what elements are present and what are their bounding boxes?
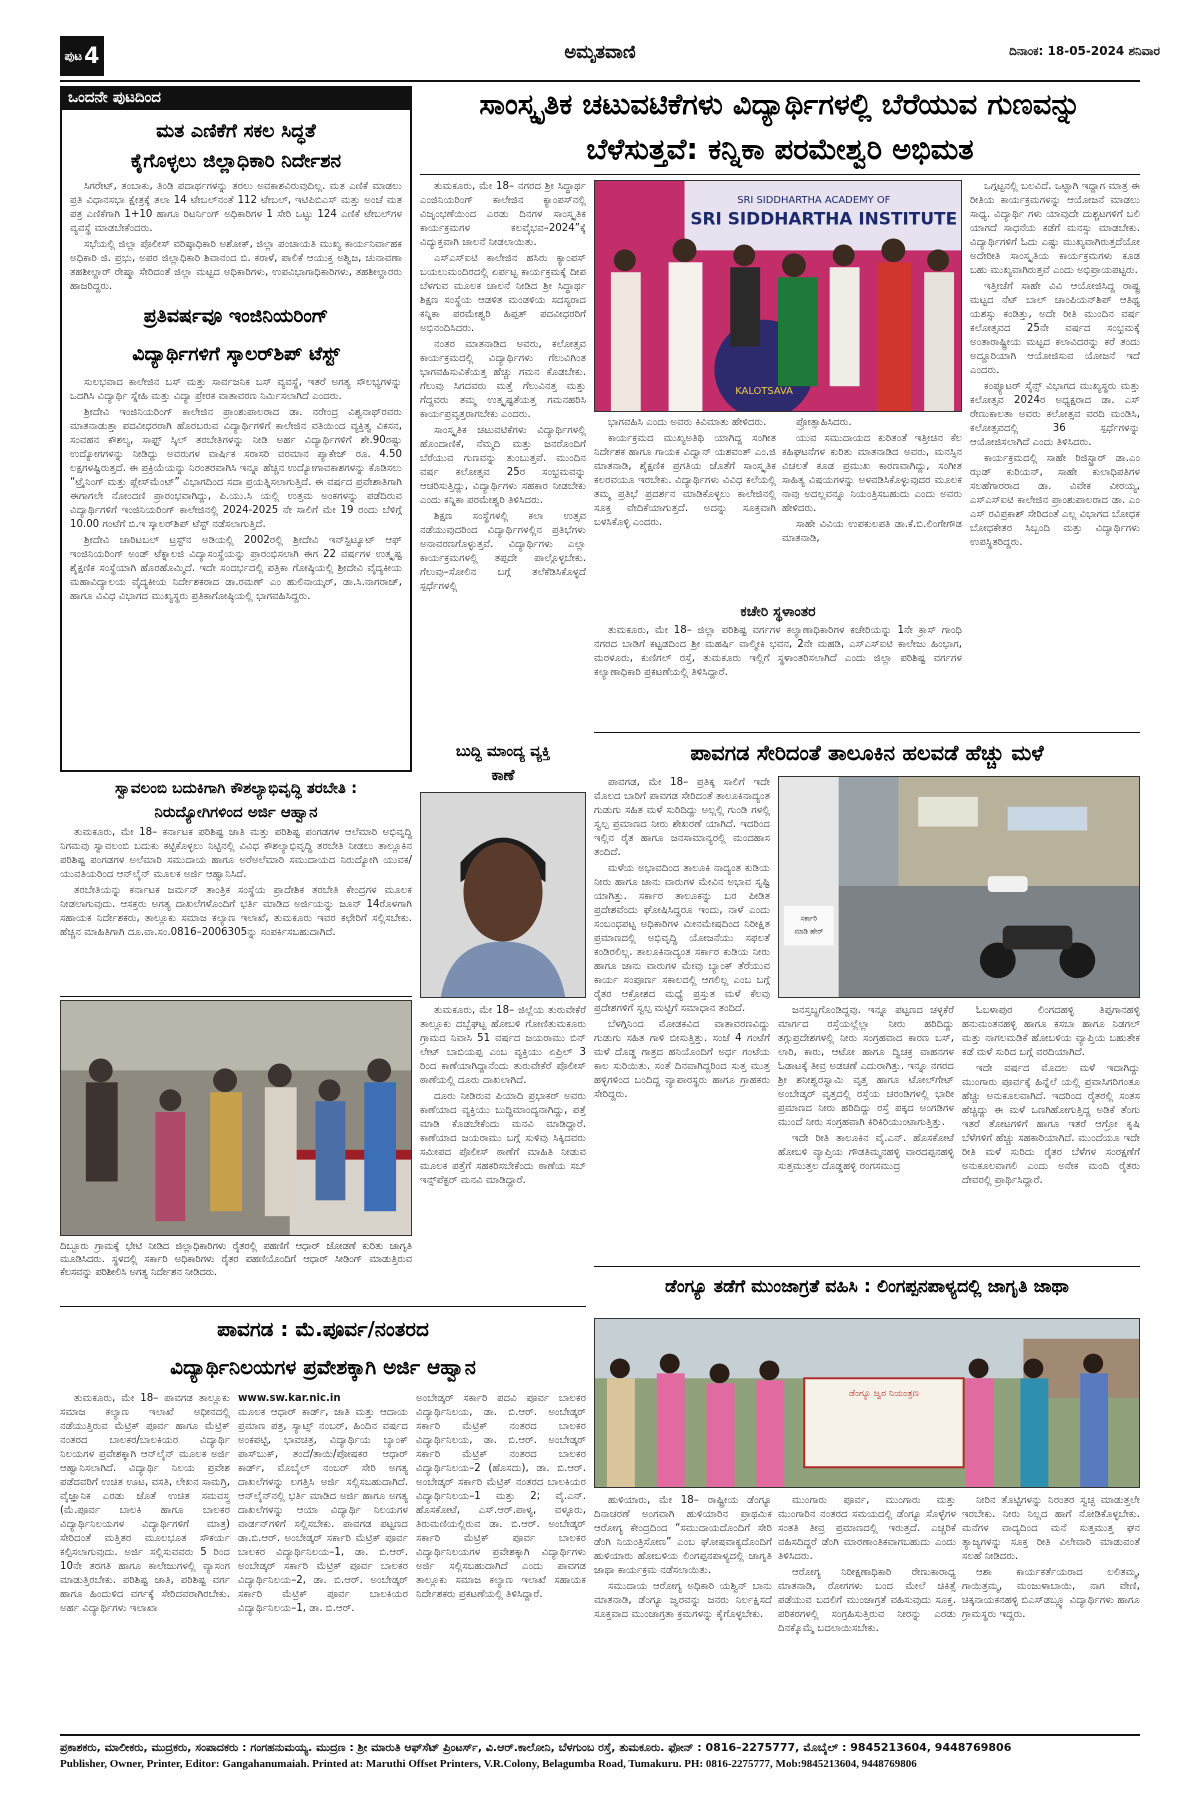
dengue-story-col3 [962, 1494, 1140, 1728]
missing-person-photo [420, 792, 586, 998]
rain-para-2: ಮಳೆಯ ಅಭಾವದಿಂದ ತಾಲೂಕಿ ನಾದ್ಯಂತ ಕುಡಿಯ ನೀರು ಹಾಗೂ ಜಾನು ವಾರುಗಳ ಮೇವಿನ ಅಭಾವ ಸೃಷ್ಟಿ ಯಾಗಿತ್ತು. ಸರ್ಕಾರ ತಾಲೂಕನ್ನು ಬರ ಪೀಡಿತ ಪ್ರದೇಶವೆಂದು ಘೋಷಿಸಿದ್ದರೂ ಇಂದು, ನಾಳೆ ಎಂದು ಸಂಬಂಧಪಟ್ಟ ಅಧಿಕಾರಿಗಳ ಮೀನಮೇಷದಿಂದ ನಿರೀಕ್ಷಿತ ಪ್ರಮಾಣದಲ್ಲಿ ಅಭಿವೃದ್ಧಿ ಯೋಜನೆಯು ಸಫಲತೆ ಕಂಡಿರಲಿಲ್ಲ. ತಾಲೂಕಿನಾದ್ಯಂತ ಸರ್ಕಾರ ಕುಡಿಯ ನೀರು ಹಾಗೂ ಜಾನು ವಾರುಗಳ ಮೇವು ಬ್ಯಾಂಕ್ ತೆರೆಯುವ ಕಾರ್ಯ ಸಂಪೂರ್ಣ ಸಕಾಲದಲ್ಲಿ ಆಗಲಿಲ್ಲ ಎಂಬ ಬಗ್ಗೆ ರೈತರ ಆಕ್ರೋಶದ ಮಧ್ಯೆ ಪ್ರಸ್ತುತ ಮಳೆ ಕೆಲವು ಪ್ರದೇಶಗಳಿಗೆ ಸ್ವಲ್ಪ ಮಟ್ಟಿಗೆ ಸಮಾಧಾನ ತಂದಿದೆ. [594, 863, 770, 1014]
hostel-story-col1: ತುಮಕೂರು, ಮೇ 18– ಪಾವಗಡ ತಾಲ್ಲೂಕು ಸಮಾಜ ಕಲ್ಯಾಣ ಇಲಾಖೆ ಅಧೀನದಲ್ಲಿ ನಡೆಯುತ್ತಿರುವ ಮೆಟ್ರಿಕ್ ಪೂರ್ವ ಹಾಗೂ ಮೆಟ್ರಿಕ್ ನಂತರದ ಬಾಲಕರ/ಬಾಲಕಿಯರ ವಿದ್ಯಾರ್ಥಿ ನಿಲಯಗಳ ಪ್ರವೇಶಕ್ಕಾಗಿ ಆನ್‌ಲೈನ್ ಮೂಲಕ ಅರ್ಜಿ ಆಹ್ವಾನಿಸಲಾಗಿದೆ. ವಿದ್ಯಾರ್ಥಿ ನಿಲಯ ಪ್ರವೇಶ ಪಡೆದವರಿಗೆ ಉಚಿತ ಊಟ, ವಸತಿ, ಲೇಖನ ಸಾಮಗ್ರಿ, ವೈಜ್ಞಾನಿಕ ಎರಡು ಜೊತೆ ಉಚಿತ ಸಮವಸ್ತ್ರ (ಮೆ.ಪೂರ್ವ ಬಾಲಕಿ ಹಾಗೂ ಬಾಲಕರ ವಿದ್ಯಾರ್ಥಿನಿಲಯಗಳ ವಿದ್ಯಾರ್ಥಿಗಳಿಗೆ ಮಾತ್ರ) ಸೇರಿದಂತೆ ಮತ್ತಿತರ ಮೂಲಭೂತ ಸೌಕರ್ಯ ಕಲ್ಪಿಸಲಾಗುವುದು. ಅರ್ಜಿ ಸಲ್ಲಿಸುವವರು 5 ರಿಂದ 10ನೇ ತರಗತಿ ಹಾಗೂ ಕಾಲೇಜುಗಳಲ್ಲಿ ವ್ಯಾಸಂಗ ಮಾಡುತ್ತಿರಬೇಕು. ಪರಿಶಿಷ್ಟ ಜಾತಿ, ಪರಿಶಿಷ್ಟ ವರ್ಗ ಹಾಗೂ ಹಿಂದುಳಿದ ವರ್ಗಕ್ಕೆ ಸೇರಿದವರಾಗಿರಬೇಕು. ಅರ್ಹ ವಿದ್ಯಾರ್ಥಿಗಳು ಇಲಾಖಾ [60, 1393, 230, 1614]
rain-col2-para-1: ಜನಸ್ತಬ್ಧಗೊಂಡಿದ್ದವು. ಇನ್ನೂ ಪಟ್ಟಣದ ಚಳ್ಳಕೆರೆ ಮಾರ್ಗದ ರಸ್ತೆಯಲ್ಲೆಲ್ಲಾ ನೀರು ಹರಿದಿದ್ದು ತಗ್ಗುಪ್ರದೇಶಗಳಲ್ಲಿ ನೀರು ಸಂಗ್ರಹವಾದ ಕಾರಣ ಬಸ್, ಲಾರಿ, ಕಾರು, ಆಟೋ ಹಾಗೂ ದ್ವಿಚಕ್ರ ವಾಹನಗಳ ಓಡಾಟಕ್ಕೆ ತೀವ್ರ ಅಡಚಣೆ ಎದುರಾಗಿತ್ತು. ಇನ್ನೂ ನಗರದ ಶ್ರೀ ಶನೀಶ್ವರಸ್ವಾಮಿ ವೃತ್ತ ಹಾಗೂ ಟೋಲ್‌ಗೇಟ್ ಅಂಬೇಡ್ಕರ್ ವೃತ್ತದಲ್ಲಿ ರಸ್ತೆಯ ಚರಂಡಿಗಳಲ್ಲಿ ಭಾರೀ ಪ್ರಮಾಣದ ನೀರು ಹರಿದಿದ್ದು ರಸ್ತೆ ಪಕ್ಕದ ಅಂಗಡಿಗಳ ಮುಂದೆ ನೀರು ಸಂಗ್ರಹವಾಗಿ ಕಿರಿಕಿರಿಯುಂಟಾಗುತ್ತಿತ್ತು. [778, 1005, 954, 1128]
dengue-para-1: ಹುಳಿಯಾರು, ಮೇ 18– ರಾಷ್ಟ್ರೀಯ ಡೆಂಗ್ಯೂ ದಿನಾಚರಣೆ ಅಂಗವಾಗಿ ಹುಳಿಯಾರಿನ ಪ್ರಾಥಮಿಕ ಆರೋಗ್ಯ ಕೇಂದ್ರದಿಂದ “ಸಮುದಾಯದೊಂದಿಗೆ ಸೇರಿ ಡೆಂಗಿ ನಿಯಂತ್ರಿಸೋಣ” ಎಂಬ ಘೋಷವಾಕ್ಯದೊಂದಿಗೆ ಹುಳಿಯಾರು ಹೋಬಳಿಯ ಲಿಂಗಪ್ಪನಪಾಳ್ಯದಲ್ಲಿ ಜಾಗೃತಿ ಜಾಥಾ ಕಾರ್ಯಕ್ರಮ ನಡೆಸಲಾಯಿತು. [594, 1495, 772, 1576]
dengue-para-2: ಸಮುದಾಯ ಆರೋಗ್ಯ ಅಧಿಕಾರಿ ಯಶ್ವಿನ್ ಬಾನು ಮಾತನಾಡಿ, ಡೆಂಗ್ಯೂ ಜ್ವರವನ್ನು ಜನರು ನಿರ್ಲಕ್ಷಿಸದೆ ಸೂಕ್ತವಾದ ಮುಂಜಾಗ್ರತಾ ಕ್ರಮಗಳನ್ನು ಕೈಗೊಳ್ಳಬೇಕು. [594, 1581, 772, 1620]
culture-side-para-1: ಪ್ರೋತ್ಸಾಹಿಸಿದರು. [796, 417, 852, 428]
culture-para-3: ನಂತರ ಮಾತನಾಡಿದ ಅವರು, ಕಲೋತ್ಸವ ಕಾರ್ಯಕ್ರಮದಲ್ಲಿ ವಿದ್ಯಾರ್ಥಿಗಳು ಗೆಲುವಿಗಿಂತ ಭಾಗವಹಿಸುವಿಕೆಯತ್ತ ಹೆಚ್ಚು ಗಮನ ಕೊಡಬೇಕು. ಗೆಲುವು ಸಿಗದವರು ಮತ್ತೆ ಗೆಲುವಿನತ್ತ ಮತ್ತು ಗೆದ್ದವರು ತಮ್ಮ ಉತ್ಕೃಷ್ಟತೆಯತ್ತ ಗಮನಹರಿಸಿ ಕಾರ್ಯಪ್ರವೃತ್ತರಾಗಬೇಕು ಎಂದರು. [420, 339, 586, 420]
rain-col2-para-2: ಇದೇ ರೀತಿ ತಾಲೂಕಿನ ವೈ.ಎನ್. ಹೊಸಕೋಟೆ ಹೋಬಳಿ ವ್ಯಾಪ್ತಿಯ ಗೌಡತಿಮ್ಮನಹಳ್ಳಿ ವಾರದಪ್ಪನಹಳ್ಳಿ ಸುತ್ತಮುತ್ತಲ ದೊಡ್ಡಹಳ್ಳಿ ರಂಗಸಮುದ್ರ [778, 1133, 954, 1172]
culture-col3-para-1: ಒಗ್ಗಟ್ಟನಲ್ಲಿ ಬಲವಿದೆ. ಒಟ್ಟಾಗಿ ಇದ್ದಾಗ ಮಾತ್ರ ಈ ರೀತಿಯ ಕಾರ್ಯಕ್ರಮಗಳನ್ನು ಆಯೋಜನೆ ಮಾಡಲು ಸಾಧ್ಯ. ವಿದ್ಯಾರ್ಥಿ ಗಳು ಯಾವುದೇ ದುಶ್ಚಟಗಳಿಗೆ ಬಲಿ ಯಾಗದೆ ಸಾಧನೆಯ ಕಡೆಗೆ ಮನಸ್ಸು ಮಾಡಬೇಕು. ವಿದ್ಯಾರ್ಥಿಗಳಿಗೆ ಓದು ಎಷ್ಟು ಮುಖ್ಯವಾಗಿರುತ್ತದೆಯೋ ಅದೇರೀತಿ ಸಾಂಸ್ಕೃತಿಯ ಕಾರ್ಯಕ್ರಮಗಳು ಕೂಡ ಬಹು ಮುಖ್ಯವಾಗಿರುತ್ತವೆ ಎಂದು ಅಭಿಪ್ರಾಯಪಟ್ಟರು. [970, 181, 1140, 276]
scholarship-headline-2: ವಿದ್ಯಾರ್ಥಿಗಳಿಗೆ ಸ್ಕಾಲರ್‌ಶಿಪ್ ಟೆಸ್ಟ್ [132, 343, 340, 365]
stage-banner-line-1: SRI SIDDHARTHA ACADEMY OF [737, 194, 891, 206]
hostel-story-col3: ಅಂಬೇಡ್ಕರ್ ಸರ್ಕಾರಿ ಪದವಿ ಪೂರ್ವ ಬಾಲಕರ ವಿದ್ಯಾರ್ಥಿನಿಲಯ, ಡಾ. ಬಿ.ಆರ್. ಅಂಬೇಡ್ಕರ್ ಸರ್ಕಾರಿ ಮೆಟ್ರಿಕ್ ನಂತರದ ಬಾಲಕರ ವಿದ್ಯಾರ್ಥಿನಿಲಯ, ಡಾ. ಬಿ.ಆರ್. ಅಂಬೇಡ್ಕರ್ ಸರ್ಕಾರಿ ಮೆಟ್ರಿಕ್ ನಂತರದ ಬಾಲಕರ ವಿದ್ಯಾರ್ಥಿನಿಲಯ–2 (ಹೊಸದು), ಡಾ. ಬಿ.ಆರ್. ಅಂಬೇಡ್ಕರ್ ಸರ್ಕಾರಿ ಮೆಟ್ರಿಕ್ ನಂತರದ ಬಾಲಕಿಯರ ವಿದ್ಯಾರ್ಥಿನಿಲಯ–1 ಮತ್ತು 2; ವೈ.ಎನ್. ಹೊಸಕೋಟೆ, ಎಸ್.ಆರ್.ಪಾಳ್ಯ, ವಳ್ಳೂರು, ತಿರುಮಣಿಯಲ್ಲಿರುವ ಡಾ. ಬಿ.ಆರ್. ಅಂಬೇಡ್ಕರ್ ಸರ್ಕಾರಿ ಮೆಟ್ರಿಕ್ ಪೂರ್ವ ಬಾಲಕರ ವಿದ್ಯಾರ್ಥಿನಿಲಯಗಳ ಪ್ರವೇಶಕ್ಕಾಗಿ ವಿದ್ಯಾರ್ಥಿಗಳು ಅರ್ಜಿ ಸಲ್ಲಿಸಬಹುದಾಗಿದೆ ಎಂದು ಪಾವಗಡ ತಾಲ್ಲೂಕು ಸಮಾಜ ಕಲ್ಯಾಣ ಇಲಾಖೆ ಸಹಾಯಕ ನಿರ್ದೇಶಕರು ಪ್ರಕಟಣೆಯಲ್ಲಿ ತಿಳಿಸಿದ್ದಾರೆ. [416, 1393, 586, 1600]
page-number-badge [60, 36, 104, 76]
rain-col3-para-1: ಓಬಳಾಪುರ ಲಿಂಗದಹಳ್ಳಿ ತಿಪ್ಪಗಾನಹಳ್ಳಿ ಹನುಮಂತನಹಳ್ಳಿ ಹಾಗೂ ಕಸಬಾ ಹಾಗೂ ನಿಡಗಲ್ ಮತ್ತು ನಾಗಲಮಡಿಕೆ ಹೋಬಳಿಯ ವ್ಯಾಪ್ತಿಯ ಬಹುತೇಕ ಕಡೆ ಮಳೆ ಸುರಿದ ಬಗ್ಗೆ ವರದಿಯಾಗಿದೆ. [962, 1005, 1140, 1058]
skill-para-1: ತುಮಕೂರು, ಮೇ 18– ಕರ್ನಾಟಕ ಪರಿಶಿಷ್ಟ ಜಾತಿ ಮತ್ತು ಪರಿಶಿಷ್ಟ ಪಂಗಡಗಳ ಆಲೆಮಾರಿ ಅಭಿವೃದ್ಧಿ ನಿಗಮವು ಸ್ವಾವಲಂಬಿ ಬದುಕು ಕಟ್ಟಿಕೊಳ್ಳಲು ನಿಟ್ಟಿನಲ್ಲಿ ವಿವಿಧ ಕೌಶಲ್ಯಾಭಿವೃದ್ಧಿ ತರಬೇತಿ ನೀಡಲು ತಾಲ್ಲೂಕಿನ ಪರಿಶಿಷ್ಟ ಪಂಗಡಗಳ ಅಲೆಮಾರಿ ಸಮುದಾಯ ಹಾಗೂ ಅರೆಅಲೆಮಾರಿ ಸಮುದಾಯದ ನಿರುದ್ಯೋಗಿ ಯುವಕ/ಯುವತಿಯರಿಂದ ಆನ್‌ಲೈನ್ ಮೂಲಕ ಅರ್ಜಿ ಆಹ್ವಾನಿಸಿದೆ. [60, 827, 412, 880]
culture-para-1: ತುಮಕೂರು, ಮೇ 18– ನಗರದ ಶ್ರೀ ಸಿದ್ಧಾರ್ಥ ಎಂಜಿನಿಯರಿಂಗ್ ಕಾಲೇಜಿನ ಕ್ಯಾಂಪಸ್‌ನಲ್ಲಿ ವಿಜೃಂಭಣೆಯಿಂದ ಎರಡು ದಿನಗಳ ಸಾಂಸ್ಕೃತಿಕ ಕಾರ್ಯಕ್ರಮಗಳ ಕಲವೈಭವ–2024”ಕ್ಕೆ ವಿದ್ಯುಕ್ತವಾಗಿ ಚಾಲನೆ ನೀಡಲಾಯಿತು. [420, 181, 586, 248]
dengue-col3-para-1: ನೀರಿನ ತೊಟ್ಟಿಗಳನ್ನು ನಿರಂತರ ಸ್ವಚ್ಛ ಮಾಡುತ್ತಲೇ ಇರಬೇಕು. ನೀರು ನಿಲ್ಲದ ಹಾಗೆ ನೋಡಿಕೊಳ್ಳಬೇಕು. ಮನೆಗಳ ವಾದ್ಯದಿಂದ ಮನೆ ಸುತ್ತಮುತ್ತ ಘನ ತ್ಯಾಜ್ಯಗಳನ್ನು ಸೂಕ್ತ ರೀತಿ ವಿಲೇವಾರಿ ಮಾಡುವಂತೆ ಸಲಹೆ ನೀಡಿದರು. [962, 1495, 1140, 1562]
office-shift-body: ತುಮಕೂರು, ಮೇ 18– ಜಿಲ್ಲಾ ಪರಿಶಿಷ್ಟ ವರ್ಗಗಳ ಕಲ್ಯಾಣಾಧಿಕಾರಿಗಳ ಕಚೇರಿಯನ್ನು 1ನೇ ಕ್ರಾಸ್ ಗಾಂಧಿ ನಗರದ ಬಾಡಿಗೆ ಕಟ್ಟಡದಿಂದ ಶ್ರೀ ಮಹರ್ಷಿ ವಾಲ್ಮೀಕಿ ಭವನ, 2ನೇ ಮಹಡಿ, ಎಸ್‌ಎಸ್‌ಐಟಿ ಕಾಲೇಜು ಹಿಂಭಾಗ, ಮರಳೂರು, ಕುಣಿಗಲ್ ರಸ್ತೆ, ತುಮಕೂರು ಇಲ್ಲಿಗೆ ಸ್ಥಳಾಂತರಿಸಲಾಗಿದೆ ಎಂದು ಜಿಲ್ಲಾ ಪರಿಶಿಷ್ಟ ವರ್ಗಗಳ ಕಲ್ಯಾಣಾಧಿಕಾರಿ ಪ್ರಕಟಣೆಯಲ್ಲಿ ತಿಳಿಸಿದ್ದಾರೆ. [594, 625, 962, 678]
rain-story-col1 [594, 776, 770, 1262]
missing-story-body [420, 1004, 586, 1300]
shop-sign-line-1: ಸರ್ಕಾರಿ [800, 914, 818, 923]
office-shift-crosshead: ಕಚೇರಿ ಸ್ಥಳಾಂತರ [740, 604, 816, 620]
rain-story-col2 [778, 1004, 954, 1262]
missing-headline-1: ಬುದ್ಧಿ ಮಾಂದ್ಯ ವ್ಯಕ್ತಿ [455, 742, 551, 760]
imprint-footer [60, 1740, 1140, 1772]
imprint-kannada: ಪ್ರಕಾಶಕರು, ಮಾಲೀಕರು, ಮುದ್ರಕರು, ಸಂಪಾದಕರು : ಗಂಗಹನುಮಯ್ಯ. ಮುದ್ರಣ : ಶ್ರೀ ಮಾರುತಿ ಆಫ್‌ಸೆಟ್ ಪ್ರಿಂಟರ್ಸ್, ವಿ.ಆರ್.ಕಾಲೋನಿ, ಬೆಳಗುಂಬ ರಸ್ತೆ, ತುಮಕೂರು. ಫೋನ್ : 0816–2275777, ಮೊಬೈಲ್ : 9845213604, 9448769806 [60, 1741, 1012, 1754]
rain-col3-para-2: ಇದೇ ವರ್ಷದ ಮೊದಲ ಮಳೆ ಇದಾಗಿದ್ದು ಮುಂಗಾರು ಪೂರ್ವಕ್ಕೆ ಹಿನ್ನೆಲೆ ಯಲ್ಲಿ ಪ್ರವಾಸಿಗರಿಗಂತೂ ಹೆಚ್ಚು ಅನುಕೂಲವಾಗಿದೆ. ಇದರಿಂದ ರೈತರಲ್ಲಿ ಸಂತಸ ಹೆಚ್ಚಿದ್ದು ಈ ಮಳೆ ಒಣಗಿಹೋಗುತ್ತಿದ್ದ ಅಡಿಕೆ ತೆಂಗು ಇತರೆ ತೋಟಗಳಿಗೆ ಹಾಗೂ ಇತರೆ ಆಗ್ರೋ ಕೃಷಿ ಬೆಳೆಗಳಿಗೆ ಹೆಚ್ಚು ಸಹಕಾರಿಯಾಗಿದೆ. ಮುಂದೆಯೂ ಇದೇ ರೀತಿ ಮಳೆ ಸುರಿದು ರೈತರ ಬೆಳೆಗಳ ಸಂರಕ್ಷಣೆಗೆ ಅನುಕೂಲವಾಗಲಿ ಎಂದು ಅನೇಕ ಮಂದಿ ರೈತರು ದೇವರಲ್ಲಿ ಪ್ರಾರ್ಥಿಸಿದ್ದಾರೆ. [962, 1063, 1140, 1186]
culture-headline: ಸಾಂಸ್ಕೃತಿಕ ಚಟುವಟಿಕೆಗಳು ವಿದ್ಯಾರ್ಥಿಗಳಲ್ಲಿ ಬೆರೆಯುವ ಗುಣವನ್ನು ಬೆಳೆಸುತ್ತವೆ: ಕನ್ನಿಕಾ ಪರಮೇಶ್ವರಿ ಅಭಿಮತ [479, 87, 1081, 166]
hostel-top-divider [60, 1306, 586, 1307]
skill-story-body [60, 826, 412, 992]
rain-para-1: ಪಾವಗಡ, ಮೇ 18– ಪ್ರತಿಕ್ಕ ಸಾಲಿಗೆ ಇದೇ ಮೊಲದ ಬಾರಿಗೆ ಪಾವಗಡ ಸೇರಿದಂತೆ ತಾಲೂಕಿನಾದ್ಯಂತ ಗುಡುಗು ಸಹಿತ ಮಳೆ ಸುರಿದಿದ್ದು ಅಲ್ಲಲ್ಲಿ ಗುಂಡಿ ಗಳಲ್ಲಿ ಸ್ವಲ್ಪ ಪ್ರಮಾಣದ ನೀರು ಶೇಖರಣೆ ಯಾಗಿದೆ. ಇದರಿಂದ ಇಲ್ಲಿನ ರೈತ ಹಾಗೂ ಜನಸಾಮಾನ್ಯರಲ್ಲಿ ಮಂದಹಾಸ ತಂದಿದೆ. [594, 777, 770, 858]
dengue-story-col2 [778, 1494, 956, 1728]
scholarship-para-3: ಶ್ರೀದೇವಿ ಚಾರಿಟಬಲ್ ಟ್ರಸ್ಟ್‌ನ ಅಡಿಯಲ್ಲಿ 2002ರಲ್ಲಿ ಶ್ರೀದೇವಿ ಇನ್‌ಸ್ಟಿಟ್ಯೂಟ್ ಆಫ್ ಇಂಜಿನಿಯರಿಂಗ್ ಅಂಡ್ ಟೆಕ್ನಾಲಜಿ ವಿದ್ಯಾಸಂಸ್ಥೆಯನ್ನು ಪ್ರಾರಂಭಿಸಲಾಗಿ ಈಗ 22 ವರ್ಷಗಳ ಉತ್ಕೃಷ್ಟ ಶೈಕ್ಷಣಿಕ ಸಂಸ್ಥೆಯಾಗಿ ಹೊರಹೊಮ್ಮಿದೆ. ಇದೇ ಸಂದರ್ಭದಲ್ಲಿ ಪತ್ರಿಕಾ ಗೋಷ್ಠಿಯಲ್ಲಿ ಶ್ರೀದೇವಿ ವೈದ್ಯಕೀಯ ಮಹಾವಿದ್ಯಾಲಯ ವೈದ್ಯಕೀಯ ನಿರ್ದೇಶಕರಾದ ಡಾ.ರಮಣ್ ಎಂ ಹುಲಿನಾಯ್ಕರ್, ಡಾ.ಸಿ.ನಾಗರಾಜ್, ಹಾಗೂ ವಿವಿಧ ವಿಭಾಗದ ಮುಖ್ಯಸ್ಥರು ಪ್ರತಿಕಾಗೋಷ್ಠಿಯಲ್ಲಿ ಭಾಗವಹಿಸಿದ್ದರು. [70, 535, 402, 602]
dc-visit-photo [60, 1000, 412, 1236]
rain-street-photo [778, 776, 1140, 998]
dengue-col2-para-1: ಮುಂಗಾರು ಪೂರ್ವ, ಮುಂಗಾರು ಮತ್ತು ಮುಂಗಾರಿನ ನಂತರದ ಸಮಯದಲ್ಲಿ ಡೆಂಗ್ಯೂ ಸೊಳ್ಳೆಗಳ ಸಂತತಿ ತೀವ್ರ ಪ್ರಮಾಣದಲ್ಲಿ ಇರುತ್ತದೆ. ಎಚ್ಚರಿಕೆ ವಹಿಸದಿದ್ದರೆ ಡೆಂಗಿ ಮಾರಣಾಂತಿಕವಾಗಬಹುದು ಎಂದು ತಿಳಿಸಿದರು. [778, 1495, 956, 1562]
culture-side-para-2: ಯುವ ಸಮುದಾಯದ ಕುರಿತಂತೆ ಇತ್ತೀಚಿನ ಕೆಲ ಕಹಿಘಟನೆಗಳ ಕುರಿತು ಮಾತನಾಡಿದ ಅವರು, ಮನಸ್ಸಿನ ವಿಚಲತೆ ಕೂಡ ಪ್ರಮುಖ ಕಾರಣವಾಗಿದ್ದು, ಸಂಗೀತ ಸಾಹಿತ್ಯ ವಿಷಯಗಳನ್ನು ಅಳವಡಿಸಿಕೊಳ್ಳುವುದರ ಮೂಲಕ ನಾವು ಅದಲ್ಲವನ್ನೂ ನಿಯಂತ್ರಿಸಬಹುದು ಎಂದು ಅವರು ಹೇಳಿದರು. [782, 433, 962, 514]
counting-headline-1: ಮತ ಎಣಿಕೆಗೆ ಸಕಲ ಸಿದ್ಧತೆ [156, 120, 316, 142]
left-section-divider [60, 996, 412, 997]
kalotsava-stage-photo [594, 180, 962, 412]
culture-para-4: ಸಾಂಸ್ಕೃತಿಕ ಚಟುವಟಿಕೆಗಳು ವಿದ್ಯಾರ್ಥಿಗಳಲ್ಲಿ ಹೊಂದಾಣಿಕೆ, ನೆಮ್ಮದಿ ಮತ್ತು ಜನರೊಂದಿಗೆ ಬೆರೆಯುವ ಗುಣವನ್ನು ತುಂಬುತ್ತವೆ. ಮುಂದಿನ ವರ್ಷ ಕಲೋತ್ಸವ 25ರ ಸಂಭ್ರಮವನ್ನು ಆಚರಿಸುತ್ತಿದ್ದು, ವಿದ್ಯಾರ್ಥಿಗಳು ಸಹಕಾರ ನೀಡಬೇಕು ಎಂದು ಕನ್ನಿಕಾ ಪರಮೇಶ್ವರಿ ತಿಳಿಸಿದರು. [420, 425, 586, 506]
culture-col3-para-3: ಕಂಪ್ಯೂಟರ್ ಸೈನ್ಸ್ ವಿಭಾಗದ ಮುಖ್ಯಸ್ಥರು ಮತ್ತು ಕಲೋತ್ಸವ 2024ರ ಅಧ್ಯಕ್ಷರಾದ ಡಾ. ಎಸ್ ರೇಣುಕಾಲತಾ ಅವರು ಕಲೋತ್ಸವ ವರದಿ ಮಂಡಿಸಿ, ಕಲೋತ್ಸವದಲ್ಲಿ 36 ಸ್ಪರ್ಧೆಗಳನ್ನು ಆಯೋಜಿಸಲಾಗಿದೆ ಎಂದು ತಿಳಿಸಿದರು. [970, 381, 1140, 448]
hostel-website-link[interactable]: www.sw.kar.nic.in [238, 1393, 341, 1404]
skill-para-2: ತರಬೇತಿಯನ್ನು ಕರ್ನಾಟಕ ಜರ್ಮನ್ ತಾಂತ್ರಿಕ ಸಂಸ್ಥೆಯ ಪ್ರಾದೇಶಿಕ ತರಬೇತಿ ಕೇಂದ್ರಗಳ ಮೂಲಕ ನೀಡಲಾಗುವುದು. ಆಸಕ್ತರು ಅಗತ್ಯ ದಾಖಲೆಗಳೊಂದಿಗೆ ಭರ್ತಿ ಮಾಡಿದ ಅರ್ಜಿಯನ್ನು ಜೂನ್ 14ರೊಳಗಾಗಿ ಸಹಾಯಕ ನಿರ್ದೇಶಕರು, ತಾಲ್ಲೂಕು ಸಮಾಜ ಕಲ್ಯಾಣ ಇಲಾಖೆ, ತುಮಕೂರು ಇವರ ಕಛೇರಿಗೆ ಸಲ್ಲಿಸಬೇಕು. ಹೆಚ್ಚಿನ ಮಾಹಿತಿಗಾಗಿ ದೂ.ವಾ.ಸಂ.0816–2006305ನ್ನು ಸಂಪರ್ಕಿಸಬಹುದಾಗಿದೆ. [60, 885, 412, 938]
stage-banner-line-2: SRI SIDDHARTHA INSTITUTE [690, 208, 958, 229]
rain-top-divider [594, 732, 1140, 733]
culture-side-col [782, 416, 962, 596]
skill-headline-2: ನಿರುದ್ಯೋಗಿಗಳಿಂದ ಅರ್ಜಿ ಆಹ್ವಾನ [154, 803, 318, 821]
culture-col3-para-4: ಕಾರ್ಯಕ್ರಮದಲ್ಲಿ ಸಾಹೇ ರಿಜಿಸ್ಟ್ರಾರ್ ಡಾ.ಎಂ ಝಡ್ ಕುರಿಯನ್, ಸಾಹೇ ಕುಲಾಧಿಪತಿಗಳ ಸಲಹೆಗಾರರಾದ ಡಾ. ವಿವೇಕ ವೀರಯ್ಯ, ಎಸ್‌ಎಸ್‌ಐಟಿ ಕಾಲೇಜಿನ ಪ್ರಾಂಶುಪಾಲರಾದ ಡಾ. ಎಂ ಎಸ್ ರವಿಪ್ರಕಾಶ್ ಸೇರಿದಂತೆ ಎಲ್ಲ ವಿಭಾಗದ ಬೋಧಕ ಬೋಧಕೇತರ ಸಿಬ್ಬಂದಿ ಮತ್ತು ವಿದ್ಯಾರ್ಥಿಗಳು ಉಪಸ್ಥಿತರಿದ್ದರು. [970, 453, 1140, 548]
footer-divider [60, 1734, 1140, 1736]
dengue-col2-para-2: ಆರೋಗ್ಯ ನಿರೀಕ್ಷಣಾಧಿಕಾರಿ ರೇಣುಕಾರಾಧ್ಯ ಮಾತನಾಡಿ, ರೋಗಗಳು ಬಂದ ಮೇಲೆ ಚಿಕಿತ್ಸೆ ಪಡೆಯುವ ಬದಲಿಗೆ ಮುಂಜಾಗ್ರತೆ ವಹಿಸುವುದು ಸೂಕ್ತ. ಪರಿಕರಗಳಲ್ಲಿ ಸಂಗ್ರಹಿಸುತ್ತಿರುವ ನೀರನ್ನು ಎರಡು ದಿನಕ್ಕೊಮ್ಮೆ ಬದಲಾಯಿಸಬೇಕು. [778, 1567, 956, 1634]
culture-headline-underline [420, 174, 1140, 175]
missing-para-1: ತುಮಕೂರು, ಮೇ 18– ಜಿಲ್ಲೆಯ ತುರುವೇಕೆರೆ ತಾಲ್ಲೂಕು ದಬ್ಬೆಘಟ್ಟ ಹೋಬಳಿ ಗೋಣಿತುಮಕೂರು ಗ್ರಾಮದ ನಿವಾಸಿ 51 ವರ್ಷದ ಜಯರಾಮು ಬಿನ್ ಲೇಟ್ ಬಾಬಿಯಪ್ಪ ಎಂಬ ವ್ಯಕ್ತಿಯು ಏಪ್ರಿಲ್ 3 ರಿಂದ ಕಾಣೆಯಾಗಿದ್ದಾನೆಂದು ತುರುವೇಕೆರೆ ಪೊಲೀಸ್ ಠಾಣೆಯಲ್ಲಿ ದೂರು ದಾಖಲಾಗಿದೆ. [420, 1005, 586, 1086]
dengue-col3-para-2: ಆಶಾ ಕಾರ್ಯಕರ್ತೆಯರಾದ ಲಲಿತಮ್ಮ, ಗಾಯಿತ್ರಮ್ಮ, ಮಂಜುಳಾಬಾಯಿ, ನಾಗ ವೇಣಿ, ಚಿಕ್ಕನಾಯಕನಹಳ್ಳಿ ಬಿಎಸ್‌ಡಬ್ಲ್ಯೂ ವಿದ್ಯಾರ್ಥಿಗಳು ಹಾಗೂ ಗ್ರಾಮಸ್ಥರು ಇದ್ದರು. [962, 1567, 1140, 1620]
dengue-top-divider [594, 1266, 1140, 1267]
counting-headline-2: ಕೈಗೊಳ್ಳಲು ಜಿಲ್ಲಾಧಿಕಾರಿ ನಿರ್ದೇಶನ [130, 150, 342, 172]
culture-para-5: ಶಿಕ್ಷಣ ಸಂಸ್ಥೆಗಳಲ್ಲಿ ಕಲಾ ಉತ್ಸವ ನಡೆಯುವುದರಿಂದ ವಿದ್ಯಾರ್ಥಿಗಳಲ್ಲಿನ ಪ್ರತಿಭೆಗಳು ಅನಾವರಣಗೊಳ್ಳುತ್ತವೆ. ವಿದ್ಯಾರ್ಥಿಗಳು ಎಲ್ಲಾ ಕಾರ್ಯಕ್ರಮಗಳಲ್ಲಿ ತಪ್ಪದೇ ಪಾಲ್ಗೊಳ್ಳಬೇಕು. ಗೆಲುವು–ಸೋಲಿನ ಬಗ್ಗೆ ತಲೆಕೆಡಿಸಿಕೊಳ್ಳದೆ ಸ್ಪರ್ಧೆಗಳಲ್ಲಿ [420, 511, 586, 592]
culture-para-2: ಎಸ್‌ಎಸ್‌ಐಟಿ ಕಾಲೇಜಿನ ಹಸಿರು ಕ್ಯಾಂಪಸ್ ಬಯಲುಮಂದಿರದಲ್ಲಿ ಏರ್ಪಟ್ಟ ಕಾರ್ಯಕ್ರಮಕ್ಕೆ ದೀಪ ಬೆಳಗುವ ಮೂಲಕ ಚಾಲನೆ ನೀಡಿದ ಶ್ರೀ ಸಿದ್ಧಾರ್ಥ ಶಿಕ್ಷಣ ಸಂಸ್ಥೆಯ ಆಡಳಿತ ಮಂಡಳಿಯ ಸದಸ್ಯರಾದ ಕನ್ನಿಕಾ ಪರಮೇಶ್ವರಿ ಹಿಪ್ಪತ್ ಪದವೀಧರರಿಗೆ ಅಭಿನಂದಿಸಿದರು. [420, 253, 586, 334]
dengue-awareness-photo [594, 1318, 1140, 1488]
culture-side-para-3: ಸಾಹೇ ವಿವಿಯ ಉಪಕುಲಪತಿ ಡಾ.ಕೆ.ಬಿ.ಲಿಂಗೇಗೌಡ ಮಾತನಾಡಿ, [782, 519, 962, 544]
scholarship-headline-1: ಪ್ರತಿವರ್ಷವೂ ಇಂಜಿನಿಯರಿಂಗ್ [143, 305, 329, 327]
culture-col2-para-2: ಕಾರ್ಯಕ್ರಮದ ಮುಖ್ಯಅತಿಥಿ ಯಾಗಿದ್ದ ಸಂಗೀತ ನಿರ್ದೇಶಕ ಹಾಗೂ ಗಾಯಕ ವಿದ್ವಾನ್ ಯಶವಂತ್ ಎಂ.ಜಿ ಮಾತನಾಡಿ, ಶೈಕ್ಷಣಿಕ ಪ್ರಗತಿಯ ಜೊತೆಗೆ ಸಾಂಸ್ಕೃತಿಕ ಕಲರವಯೂ ಇರಬೇಕು. ವಿದ್ಯಾರ್ಥಿಗಳು ವಿವಿಧ ಕಲೆಯಲ್ಲಿ ತಮ್ಮ ಪ್ರತಿಭೆ ಪ್ರದರ್ಶನ ಮಾಡಿಕೊಳ್ಳಲು ಕಾಲೇಜಿನಲ್ಲಿ ಸೂಕ್ತ ವೇದಿಕೆಯಾಗುತ್ತದೆ. ಅದನ್ನು ಸೂಕ್ತವಾಗಿ ಬಳಸಿಕೊಳ್ಳಿ ಎಂದರು. [594, 433, 776, 528]
scholarship-para-1: ಸುಲಭವಾದ ಕಾಲೇಜಿನ ಬಸ್ ಮತ್ತು ಸಾರ್ವಜನಿಕ ಬಸ್ ವ್ಯವಸ್ಥೆ, ಇತರೆ ಅಗತ್ಯ ಸೌಲಭ್ಯಗಳನ್ನು ಒದಗಿಸಿ ವಿದ್ಯಾರ್ಥಿ ಸ್ನೇಹಿ ಮತ್ತು ವಿದ್ಯಾ ಪ್ರೇರಕ ವಾತಾವರಣ ನಿರ್ಮಿಸಲಾಗಿದೆ ಎಂದರು. [70, 377, 402, 402]
skill-headline-1: ಸ್ವಾವಲಂಬಿ ಬದುಕಿಗಾಗಿ ಕೌಶಲ್ಯಾಭಿವೃದ್ಧಿ ತರಬೇತಿ : [114, 779, 358, 797]
hostel-story-col2 [238, 1392, 408, 1728]
imprint-english: Publisher, Owner, Printer, Editor: Gangahanumaiah. Printed at: Maruthi Offset Printers, V.R.Colony, Belagumba Road, Tumakuru. PH: 0816-2275777, Mob:9845213604, 9448769806 [60, 1758, 917, 1770]
culture-story-col3 [970, 180, 1140, 728]
dengue-headline: ಡೆಂಗ್ಯೂ ತಡೆಗೆ ಮುಂಜಾಗ್ರತೆ ವಹಿಸಿ : ಲಿಂಗಪ್ಪನಪಾಳ್ಯದಲ್ಲಿ ಜಾಗೃತಿ ಜಾಥಾ [665, 1277, 1069, 1297]
date-line: ದಿನಾಂಕ: 18-05-2024 ಶನಿವಾರ [1009, 44, 1160, 58]
awareness-banner-text: ಡೆಂಗ್ಯೂ ಜ್ವರ ನಿಯಂತ್ರಣ [848, 1389, 919, 1400]
page-label: ಪುಟ [64, 48, 83, 63]
culture-col2-para-1: ಭಾಗವಹಿಸಿ ಎಂದು ಅವರು ಕಿವಿಮಾತು ಹೇಳಿದರು. [608, 417, 767, 428]
rain-story-col3 [962, 1004, 1140, 1262]
scholarship-para-2: ಶ್ರೀದೇವಿ ಇಂಜಿನಿಯರಿಂಗ್ ಕಾಲೇಜಿನ ಪ್ರಾಂಶುಪಾಲರಾದ ಡಾ. ನರೇಂದ್ರ ವಿಶ್ವನಾಥ್‌ರವರು ಮಾತನಾಡುತ್ತಾ ಪದವೀಧರರಾಗಿ ಹೊರಬರುವ ವಿದ್ಯಾರ್ಥಿಗಳಿಗೆ ಕಾಲೇಜಿನ ವತಿಯಿಂದ ವ್ಯಕ್ತಿತ್ವ ವಿಕಸನ, ಸಂವಹನ ಕೌಶಲ್ಯ, ಸಾಫ್ಟ್ ಸ್ಕಿಲ್ ತರಬೇತಿಗಳನ್ನು ನೀಡಿ ಅರ್ಹ ವಿದ್ಯಾರ್ಥಿಗಳಿಗೆ ಶೇ.90ರಷ್ಟು ಉದ್ಯೋಗಗಳನ್ನು ನೀಡಿದ್ದು ಅವರುಗಳ ವಾರ್ಷಿಕ ಸರಾಸರಿ ವರಮಾನ ಪ್ಯಾಕೇಜ್ ರೂ. 4.50 ಲಕ್ಷಗಳಷ್ಟಿರುತ್ತದೆ. ಈ ಪ್ರಕ್ರಿಯೆಯನ್ನು ನಿರಂತರವಾಗಿಸಿ ಇನ್ನೂ ಹೆಚ್ಚಿನ ಉದ್ಯೋಗಾವಕಾಶಗಳನ್ನು ಕೊಡಿಸಲು “ಟ್ರೈನಿಂಗ್ ಮತ್ತು ಪ್ಲೇಸ್‌ಮೆಂಟ್” ವಿಭಾಗದಿಂದ ಸದಾ ಪ್ರಯತ್ನಿಸಲಾಗುತ್ತಿದೆ. ಈ ವರ್ಷದ ಪ್ರವೇಶಾತಿಗಾಗಿ ಈಗಾಗಲೇ ನೋಂದಣಿ ಪ್ರಾರಂಭವಾಗಿದ್ದು, ಪಿ.ಯು.ಸಿ ಯಲ್ಲಿ ಉತ್ತಮ ಅಂಕಗಳನ್ನು ಪಡೆದಿರುವ ವಿದ್ಯಾರ್ಥಿಗಳಿಗೆ ಇಂಜಿನಿಯರಿಂಗ್ ಕಾಲೇಜಿನಲ್ಲಿ 2024-2025 ನೇ ಸಾಲಿಗೆ ಮೇ 19 ರಂದು ಬೆಳಿಗ್ಗೆ 10.00 ಗಂಟೆಗೆ ಬಿ.ಇ ಸ್ಕಾಲರ್‌ಶಿಪ್ ಟೆಸ್ಟ್ ನಡೆಸಲಾಗುತ್ತಿದೆ. [70, 407, 402, 530]
podium-label: KALOTSAVA [735, 386, 793, 398]
hostel-headline-1: ಪಾವಗಡ : ಮೆ.ಪೂರ್ವ/ನಂತರದ [217, 1317, 429, 1341]
culture-col3-para-2: ಇತ್ತೀಚೆಗೆ ಸಾಹೇ ವಿವಿ ಆಯೋಜಿಸಿದ್ದ ರಾಷ್ಟ್ರ ಮಟ್ಟದ ನೆಟ್ ಬಾಲ್ ಚಾಂಪಿಯನ್‌ಶಿಪ್ ಆತಿಥ್ಯ ಯಶಸ್ಸು ಕಂಡಿತ್ತು, ಅದೇ ರೀತಿ ಮುಂದಿನ ವರ್ಷ ಕಲೋತ್ಸವದ 25ನೇ ವರ್ಷದ ಸಂಭ್ರಮಕ್ಕೆ ಅಂತಾರಾಷ್ಟ್ರೀಯ ಮಟ್ಟದ ಕಲಾವಿದರನ್ನು ಕರೆ ತಂದು ಅದ್ದೂರಿಯಾಗಿ ಆಯೋಜಿಸುವ ಯೋಜನೆ ಇದೆ ಎಂದರು. [970, 281, 1140, 376]
rain-para-3: ಬೆಳಗ್ಗಿನಿಂದ ಮೋಡಕವಿದ ವಾತಾವರಣವಿದ್ದು ಗುಡುಗು ಸಹಿತ ಗಾಳಿ ಬೀಸುತ್ತಿತ್ತು. ಸಂಜೆ 4 ಗಂಟೆಗೆ ಮಳೆ ದೊಡ್ಡ ಗಾತ್ರದ ಹನಿಯೊಂದಿಗೆ ಅರ್ಧ ಗಂಟೆಯ ಕಾಲ ಸುರಿಯಿತು. ಸಂತೆ ದಿನವಾಗಿದ್ದರಿಂದ ಸುತ್ತ ಮುತ್ತ ಹಳ್ಳಿಗಳಿಂದ ಬಂದಿದ್ದ ವ್ಯಾಪಾರಸ್ಥರು ಹಾಗೂ ಗ್ರಾಹಕರು ಸೇರಿದ್ದರು. [594, 1019, 770, 1100]
hostel-col2-text: ಮೂಲಕ ಆಧಾರ್ ಕಾರ್ಡ್, ಜಾತಿ ಮತ್ತು ಆದಾಯ ಪ್ರಮಾಣ ಪತ್ರ, ಸ್ಯಾಟ್ಸ್ ನಂಬರ್, ಹಿಂದಿನ ವರ್ಷದ ಅಂಕಪಟ್ಟಿ, ಭಾವಚಿತ್ರ, ವಿದ್ಯಾರ್ಥಿಯ ಬ್ಯಾಂಕ್ ಪಾಸ್‌ಬುಕ್, ತಂದೆ/ತಾಯಿ/ಪೋಷಕರ ಆಧಾರ್ ಕಾರ್ಡ್, ಮೊಬೈಲ್ ನಂಬರ್ ಸೇರಿ ಅಗತ್ಯ ದಾಖಲೆಗಳನ್ನು ಲಗತ್ತಿಸಿ ಅರ್ಜಿ ಸಲ್ಲಿಸಬಹುದಾಗಿದೆ. ಆನ್‌ಲೈನ್‌ನಲ್ಲಿ ಭರ್ತಿ ಮಾಡಿದ ಅರ್ಜಿ ಹಾಗೂ ಅಗತ್ಯ ದಾಖಲೆಗಳನ್ನು ಆಯಾ ವಿದ್ಯಾರ್ಥಿ ನಿಲಯಗಳ ವಾರ್ಡನ್‌ಗಳಿಗೆ ಸಲ್ಲಿಸಬೇಕು. ಪಾವಗಡ ಪಟ್ಟಣದ ಡಾ.ಬಿ.ಆರ್. ಅಂಬೇಡ್ಕರ್ ಸರ್ಕಾರಿ ಮೆಟ್ರಿಕ್ ಪೂರ್ವ ಬಾಲಕರ ವಿದ್ಯಾರ್ಥಿನಿಲಯ–1, ಡಾ. ಬಿ.ಆರ್. ಅಂಬೇಡ್ಕರ್ ಸರ್ಕಾರಿ ಮೆಟ್ರಿಕ್ ಪೂರ್ವ ಬಾಲಕರ ವಿದ್ಯಾರ್ಥಿನಿಲಯ–2, ಡಾ. ಬಿ.ಆರ್. ಅಂಬೇಡ್ಕರ್ ಸರ್ಕಾರಿ ಮೆಟ್ರಿಕ್ ಪೂರ್ವ ಬಾಲಕಿಯರ ವಿದ್ಯಾರ್ಥಿನಿಲಯ–1, ಡಾ. ಬಿ.ಆರ್. [238, 1407, 408, 1614]
scholarship-story-body [70, 376, 402, 604]
newspaper-name: ಅಮೃತವಾಣಿ [564, 42, 636, 63]
dengue-story-col1 [594, 1494, 772, 1728]
continued-from-front-banner: ಒಂದನೇ ಪುಟದಿಂದ [60, 86, 412, 108]
culture-story-col2 [594, 416, 776, 616]
page-number: 4 [84, 43, 100, 69]
rain-headline: ಪಾವಗಡ ಸೇರಿದಂತೆ ತಾಲೂಕಿನ ಹಲವಡೆ ಹೆಚ್ಚು ಮಳೆ [690, 741, 1044, 765]
counting-para-1: ಸಿಗರೇಟ್, ತಂಬಾಕು, ತಿಂಡಿ ಪದಾರ್ಥಗಳನ್ನು ತರಲು ಅವಕಾಶವಿರುವುದಿಲ್ಲ. ಮತ ಎಣಿಕೆ ಮಾಡಲು ಪ್ರತಿ ವಿಧಾನಸಭಾ ಕ್ಷೇತ್ರಕ್ಕೆ ತಲಾ 14 ಟೇಬಲ್‌ನಂತೆ 112 ಟೇಬಲ್, ಇಟಿಪಿಬಿಎಸ್ ಮತ್ತು ಅಂಚೆ ಮತ ಪತ್ರ ಎಣಿಕೆಗಾಗಿ 1+10 ಹಾಗೂ ರಿಟರ್ನಿಂಗ್ ಅಧಿಕಾರಿಗಳ 1 ಸೇರಿ ಒಟ್ಟು 124 ಎಣಿಕೆ ಟೇಬಲ್‌ಗಳ ವ್ಯವಸ್ಥೆ ಮಾಡಬೇಕೆಂದರು. [70, 181, 402, 234]
hostel-headline-2: ವಿದ್ಯಾರ್ಥಿನಿಲಯಗಳ ಪ್ರವೇಶಕ್ಕಾಗಿ ಅರ್ಜಿ ಆಹ್ವಾನ [170, 1355, 476, 1379]
counting-story-body [70, 180, 402, 294]
counting-para-2: ಸಭೆಯಲ್ಲಿ ಜಿಲ್ಲಾ ಪೊಲೀಸ್ ವರಿಷ್ಠಾಧಿಕಾರಿ ಅಶೋಕ್, ಜಿಲ್ಲಾ ಪಂಚಾಯತಿ ಮುಖ್ಯ ಕಾರ್ಯನಿರ್ವಾಹಕ ಅಧಿಕಾರಿ ಜಿ. ಪ್ರಭು, ಅಪರ ಜಿಲ್ಲಾಧಿಕಾರಿ ಶಿವಾನಂದ ಬಿ. ಕರಾಳೆ, ಪಾಲಿಕೆ ಆಯುಕ್ತ ಅಶ್ವಿಜ, ಚುನಾವಣಾ ತಹಶೀಲ್ದಾರ್ ರೇಷ್ಮಾ ಸೇರಿದಂತೆ ಜಿಲ್ಲಾ ಮಟ್ಟದ ಅಧಿಕಾರಿಗಳು, ಉಪವಿಭಾಗಾಧಿಕಾರಿಗಳು, ತಹಶೀಲ್ದಾರರು ಹಾಜರಿದ್ದರು. [70, 239, 402, 292]
shop-sign-line-2: ಮಾಡಿ ಹೇರ್ [794, 927, 824, 936]
culture-story-col1 [420, 180, 586, 728]
missing-para-2: ದೂರು ನೀಡಿರುವ ಪಿಯಾದಿ ಪ್ರಭಾಕರ್ ಅವರು ಕಾಣೆಯಾದ ವ್ಯಕ್ತಿಯು ಬುದ್ಧಿಮಾಂದ್ಯನಾಗಿದ್ದು, ಪತ್ತೆ ಮಾಡಿ ಕೊಡಬೇಕೆಂದು ಮನವಿ ಮಾಡಿದ್ದಾರೆ. ಕಾಣೆಯಾದ ಜಯರಾಮು ಬಗ್ಗೆ ಸುಳಿವು ಸಿಕ್ಕಿದವರು ಸಮೀಪದ ಪೊಲೀಸ್ ಠಾಣೆಗೆ ಮಾಹಿತಿ ನೀಡುವ ಮೂಲಕ ಪತ್ತೆಗೆ ಸಹಕರಿಸಬೇಕೆಂದು ಠಾಣೆಯ ಸಬ್ ಇನ್ಸ್‌ಪೆಕ್ಟರ್ ಮನವಿ ಮಾಡಿದ್ದಾರೆ. [420, 1091, 586, 1186]
dc-visit-caption: ದಿಬ್ಬೂರು ಗ್ರಾಮಕ್ಕೆ ಭೇಟಿ ನೀಡಿದ ಜಿಲ್ಲಾಧಿಕಾರಿಗಳು ರೈತರಲ್ಲಿ ಪಹಣಿಗೆ ಆಧಾರ್ ಜೋಡಣೆ ಕುರಿತು ಜಾಗೃತಿ ಮೂಡಿಸಿದರು. ಸ್ಥಳದಲ್ಲಿ ಸರ್ಕಾರಿ ಅಧಿಕಾರಿಗಳು ರೈತರ ಪಹಣಿಯೊಂದಿಗೆ ಆಧಾರ್ ಸೀಡಿಂಗ್ ಮಾಡುತ್ತಿರುವ ಕೆಲಸವನ್ನು ಪರಿಶೀಲಿಸಿ ಅಗತ್ಯ ನಿರ್ದೇಶನ ನೀಡಿದರು. [60, 1241, 412, 1278]
continued-stories-box [60, 108, 412, 772]
missing-headline-2: ಕಾಣೆ [491, 766, 515, 784]
